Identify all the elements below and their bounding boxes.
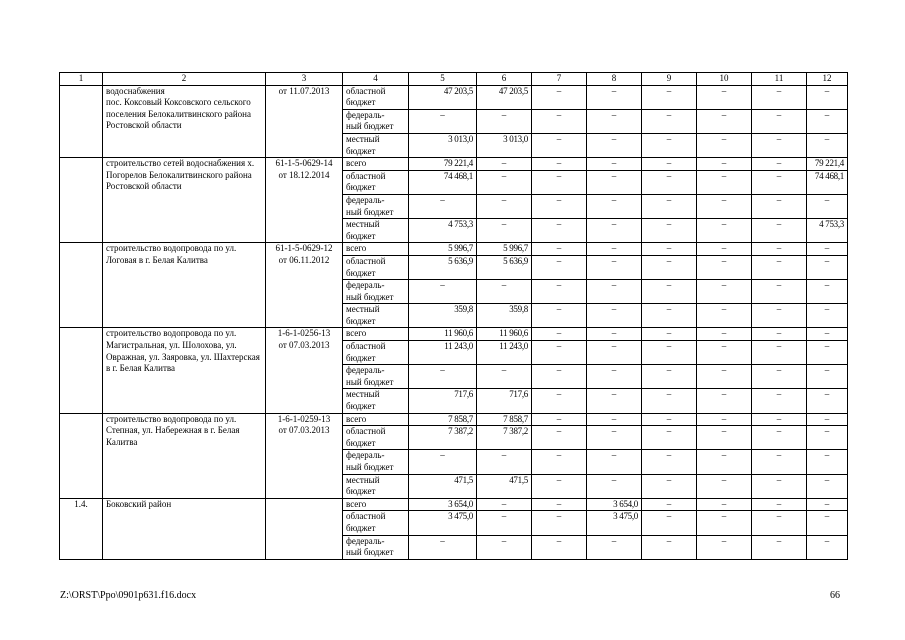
funding-source-cell: всего [343, 498, 409, 511]
amount-cell: – [697, 389, 752, 413]
amount-cell: 79 221,4 [807, 158, 848, 171]
amount-cell: 74 468,1 [409, 170, 477, 194]
amount-cell: 7 858,7 [409, 413, 477, 426]
amount-cell: 5 996,7 [477, 243, 532, 256]
amount-cell: – [697, 426, 752, 450]
amount-cell: – [807, 511, 848, 535]
amount-cell: – [532, 389, 587, 413]
amount-cell: – [807, 474, 848, 498]
amount-cell: – [642, 243, 697, 256]
column-number-cell: 1 [60, 73, 103, 86]
amount-cell: – [409, 535, 477, 559]
amount-cell: – [532, 365, 587, 389]
amount-cell: 359,8 [477, 304, 532, 328]
amount-cell: – [587, 304, 642, 328]
funding-source-cell: областной бюджет [343, 255, 409, 279]
amount-cell: – [697, 109, 752, 133]
amount-cell: 717,6 [409, 389, 477, 413]
amount-cell: – [532, 426, 587, 450]
amount-cell: – [642, 255, 697, 279]
document-cell: 1-6-1-0256-13 от 07.03.2013 [266, 328, 343, 413]
amount-cell: – [697, 219, 752, 243]
amount-cell: – [587, 341, 642, 365]
column-number-cell: 4 [343, 73, 409, 86]
object-name-cell: строительство водопровода по ул. Степная, ул. Набережная в г. Белая Калитва [103, 413, 266, 498]
amount-cell: – [752, 328, 807, 341]
amount-cell: – [587, 243, 642, 256]
amount-cell: – [752, 133, 807, 157]
amount-cell: – [752, 535, 807, 559]
amount-cell: – [642, 328, 697, 341]
table-row [60, 243, 848, 256]
amount-cell: – [642, 511, 697, 535]
amount-cell: 79 221,4 [409, 158, 477, 171]
amount-cell: – [697, 413, 752, 426]
column-number-cell: 9 [642, 73, 697, 86]
amount-cell: 3 654,0 [409, 498, 477, 511]
amount-cell: – [697, 474, 752, 498]
amount-cell: – [587, 255, 642, 279]
amount-cell: 5 636,9 [409, 255, 477, 279]
amount-cell: – [642, 389, 697, 413]
amount-cell: – [532, 328, 587, 341]
amount-cell: 3 654,0 [587, 498, 642, 511]
amount-cell: – [807, 498, 848, 511]
amount-cell: – [752, 170, 807, 194]
funding-source-cell: местный бюджет [343, 219, 409, 243]
amount-cell: – [752, 280, 807, 304]
amount-cell: 5 996,7 [409, 243, 477, 256]
amount-cell: – [477, 498, 532, 511]
amount-cell: – [532, 109, 587, 133]
amount-cell: – [697, 194, 752, 218]
amount-cell: – [642, 170, 697, 194]
item-number-cell [60, 328, 103, 413]
amount-cell: – [697, 498, 752, 511]
amount-cell: – [642, 535, 697, 559]
column-number-cell: 11 [752, 73, 807, 86]
amount-cell: – [752, 255, 807, 279]
amount-cell: 359,8 [409, 304, 477, 328]
amount-cell: – [807, 389, 848, 413]
footer-file-path: Z:\ORST\Ppo\0901p631.f16.docx [60, 590, 197, 601]
amount-cell: – [532, 219, 587, 243]
amount-cell: – [642, 219, 697, 243]
amount-cell: – [587, 413, 642, 426]
amount-cell: – [642, 109, 697, 133]
amount-cell: – [642, 341, 697, 365]
table-row [60, 158, 848, 171]
funding-source-cell: местный бюджет [343, 133, 409, 157]
amount-cell: 11 243,0 [477, 341, 532, 365]
amount-cell: – [532, 341, 587, 365]
item-number-cell [60, 85, 103, 158]
amount-cell: – [642, 158, 697, 171]
amount-cell: – [409, 194, 477, 218]
amount-cell: – [477, 511, 532, 535]
funding-source-cell: областной бюджет [343, 170, 409, 194]
amount-cell: – [587, 280, 642, 304]
amount-cell: – [697, 280, 752, 304]
amount-cell: – [807, 109, 848, 133]
amount-cell: 47 203,5 [409, 85, 477, 109]
funding-source-cell: местный бюджет [343, 389, 409, 413]
column-number-cell: 5 [409, 73, 477, 86]
page-number: 66 [830, 590, 840, 601]
amount-cell: – [587, 219, 642, 243]
amount-cell: – [532, 85, 587, 109]
amount-cell: – [697, 535, 752, 559]
amount-cell: – [532, 255, 587, 279]
table-row [60, 498, 848, 511]
amount-cell: – [532, 413, 587, 426]
amount-cell: – [409, 365, 477, 389]
amount-cell: – [697, 170, 752, 194]
column-number-cell: 6 [477, 73, 532, 86]
object-name-cell: Боковский район [103, 498, 266, 559]
column-number-cell: 10 [697, 73, 752, 86]
amount-cell: – [587, 194, 642, 218]
amount-cell: – [807, 535, 848, 559]
amount-cell: – [477, 365, 532, 389]
amount-cell: 7 387,2 [409, 426, 477, 450]
amount-cell: – [752, 498, 807, 511]
amount-cell: – [752, 243, 807, 256]
item-number-cell [60, 243, 103, 328]
amount-cell: – [807, 304, 848, 328]
amount-cell: 47 203,5 [477, 85, 532, 109]
amount-cell: – [807, 243, 848, 256]
amount-cell: – [807, 413, 848, 426]
column-number-cell: 7 [532, 73, 587, 86]
amount-cell: – [587, 170, 642, 194]
amount-cell: – [409, 450, 477, 474]
column-number-cell: 2 [103, 73, 266, 86]
amount-cell: – [642, 133, 697, 157]
amount-cell: – [697, 85, 752, 109]
amount-cell: – [642, 304, 697, 328]
amount-cell: – [477, 535, 532, 559]
amount-cell: – [477, 170, 532, 194]
amount-cell: – [752, 511, 807, 535]
funding-source-cell: всего [343, 243, 409, 256]
object-name-cell: строительство водопровода по ул. Магистральная, ул. Шолохова, ул. Овражная, ул. Заяровка, ул. Шахтерская в г. Белая Калитва [103, 328, 266, 413]
amount-cell: 11 243,0 [409, 341, 477, 365]
amount-cell: – [697, 341, 752, 365]
amount-cell: 5 636,9 [477, 255, 532, 279]
amount-cell: – [532, 535, 587, 559]
amount-cell: 471,5 [477, 474, 532, 498]
amount-cell: – [532, 511, 587, 535]
amount-cell: 471,5 [409, 474, 477, 498]
funding-source-cell: всего [343, 158, 409, 171]
amount-cell: – [642, 474, 697, 498]
amount-cell: – [587, 328, 642, 341]
funding-source-cell: областной бюджет [343, 426, 409, 450]
amount-cell: 3 475,0 [587, 511, 642, 535]
amount-cell: – [477, 158, 532, 171]
amount-cell: – [752, 341, 807, 365]
amount-cell: – [697, 243, 752, 256]
amount-cell: – [697, 328, 752, 341]
funding-source-cell: областной бюджет [343, 341, 409, 365]
object-name-cell: строительство водопровода по ул. Логовая в г. Белая Калитва [103, 243, 266, 328]
document-cell: 1-6-1-0259-13 от 07.03.2013 [266, 413, 343, 498]
amount-cell: – [642, 413, 697, 426]
amount-cell: – [587, 389, 642, 413]
amount-cell: – [642, 498, 697, 511]
funding-source-cell: федераль- ный бюджет [343, 450, 409, 474]
amount-cell: – [587, 133, 642, 157]
amount-cell: – [477, 194, 532, 218]
table-row [60, 328, 848, 341]
amount-cell: – [587, 474, 642, 498]
amount-cell: – [532, 158, 587, 171]
item-number-cell [60, 413, 103, 498]
amount-cell: – [587, 365, 642, 389]
header-row [60, 73, 848, 86]
amount-cell: – [807, 328, 848, 341]
funding-source-cell: федераль- ный бюджет [343, 365, 409, 389]
item-number-cell: 1.4. [60, 498, 103, 559]
amount-cell: – [752, 450, 807, 474]
amount-cell: – [697, 304, 752, 328]
amount-cell: 74 468,1 [807, 170, 848, 194]
amount-cell: – [642, 85, 697, 109]
table-row [60, 413, 848, 426]
funding-source-cell: федераль- ный бюджет [343, 194, 409, 218]
amount-cell: – [697, 450, 752, 474]
amount-cell: 3 475,0 [409, 511, 477, 535]
amount-cell: – [807, 426, 848, 450]
amount-cell: – [752, 474, 807, 498]
amount-cell: 4 753,3 [409, 219, 477, 243]
amount-cell: – [587, 85, 642, 109]
amount-cell: – [697, 511, 752, 535]
amount-cell: – [752, 365, 807, 389]
amount-cell: – [807, 280, 848, 304]
amount-cell: – [752, 194, 807, 218]
funding-source-cell: федераль- ный бюджет [343, 280, 409, 304]
amount-cell: – [532, 450, 587, 474]
amount-cell: – [807, 194, 848, 218]
object-name-cell: строительство сетей водоснабжения х. Погорелов Белокалитвинского района Ростовской области [103, 158, 266, 243]
amount-cell: 717,6 [477, 389, 532, 413]
document-cell: 61-1-5-0629-12 от 06.11.2012 [266, 243, 343, 328]
amount-cell: – [587, 109, 642, 133]
amount-cell: – [409, 280, 477, 304]
amount-cell: – [409, 109, 477, 133]
amount-cell: 3 013,0 [477, 133, 532, 157]
budget-table [59, 72, 848, 560]
amount-cell: – [642, 450, 697, 474]
amount-cell: – [642, 426, 697, 450]
amount-cell: – [587, 450, 642, 474]
amount-cell: – [642, 194, 697, 218]
amount-cell: – [532, 194, 587, 218]
amount-cell: – [807, 255, 848, 279]
amount-cell: – [752, 426, 807, 450]
amount-cell: 3 013,0 [409, 133, 477, 157]
amount-cell: – [477, 450, 532, 474]
amount-cell: – [532, 170, 587, 194]
column-number-cell: 12 [807, 73, 848, 86]
amount-cell: – [477, 109, 532, 133]
amount-cell: – [807, 365, 848, 389]
amount-cell: – [532, 304, 587, 328]
document-cell [266, 498, 343, 559]
amount-cell: – [587, 426, 642, 450]
amount-cell: – [532, 133, 587, 157]
table-row [60, 85, 848, 109]
amount-cell: – [587, 535, 642, 559]
funding-source-cell: местный бюджет [343, 474, 409, 498]
funding-source-cell: всего [343, 413, 409, 426]
amount-cell: – [752, 158, 807, 171]
amount-cell: – [807, 85, 848, 109]
document-cell: от 11.07.2013 [266, 85, 343, 158]
amount-cell: – [697, 365, 752, 389]
amount-cell: – [807, 450, 848, 474]
document-cell: 61-1-5-0629-14 от 18.12.2014 [266, 158, 343, 243]
amount-cell: 4 753,3 [807, 219, 848, 243]
amount-cell: – [477, 219, 532, 243]
amount-cell: – [807, 133, 848, 157]
amount-cell: – [752, 219, 807, 243]
funding-source-cell: областной бюджет [343, 511, 409, 535]
funding-source-cell: федераль- ный бюджет [343, 109, 409, 133]
object-name-cell: водоснабжения пос. Коксовый Коксовского сельского поселения Белокалитвинского района Ростовской области [103, 85, 266, 158]
amount-cell: – [697, 158, 752, 171]
funding-source-cell: федераль- ный бюджет [343, 535, 409, 559]
amount-cell: 7 387,2 [477, 426, 532, 450]
amount-cell: – [587, 158, 642, 171]
funding-source-cell: областной бюджет [343, 85, 409, 109]
amount-cell: – [697, 133, 752, 157]
amount-cell: 7 858,7 [477, 413, 532, 426]
amount-cell: – [532, 474, 587, 498]
amount-cell: – [532, 498, 587, 511]
amount-cell: – [532, 280, 587, 304]
amount-cell: – [642, 280, 697, 304]
amount-cell: – [752, 389, 807, 413]
amount-cell: – [477, 280, 532, 304]
amount-cell: – [752, 304, 807, 328]
funding-source-cell: местный бюджет [343, 304, 409, 328]
item-number-cell [60, 158, 103, 243]
amount-cell: – [752, 85, 807, 109]
amount-cell: – [807, 341, 848, 365]
amount-cell: – [532, 243, 587, 256]
funding-source-cell: всего [343, 328, 409, 341]
amount-cell: 11 960,6 [477, 328, 532, 341]
amount-cell: – [697, 255, 752, 279]
amount-cell: 11 960,6 [409, 328, 477, 341]
column-number-cell: 3 [266, 73, 343, 86]
amount-cell: – [752, 109, 807, 133]
amount-cell: – [642, 365, 697, 389]
amount-cell: – [752, 413, 807, 426]
column-number-cell: 8 [587, 73, 642, 86]
